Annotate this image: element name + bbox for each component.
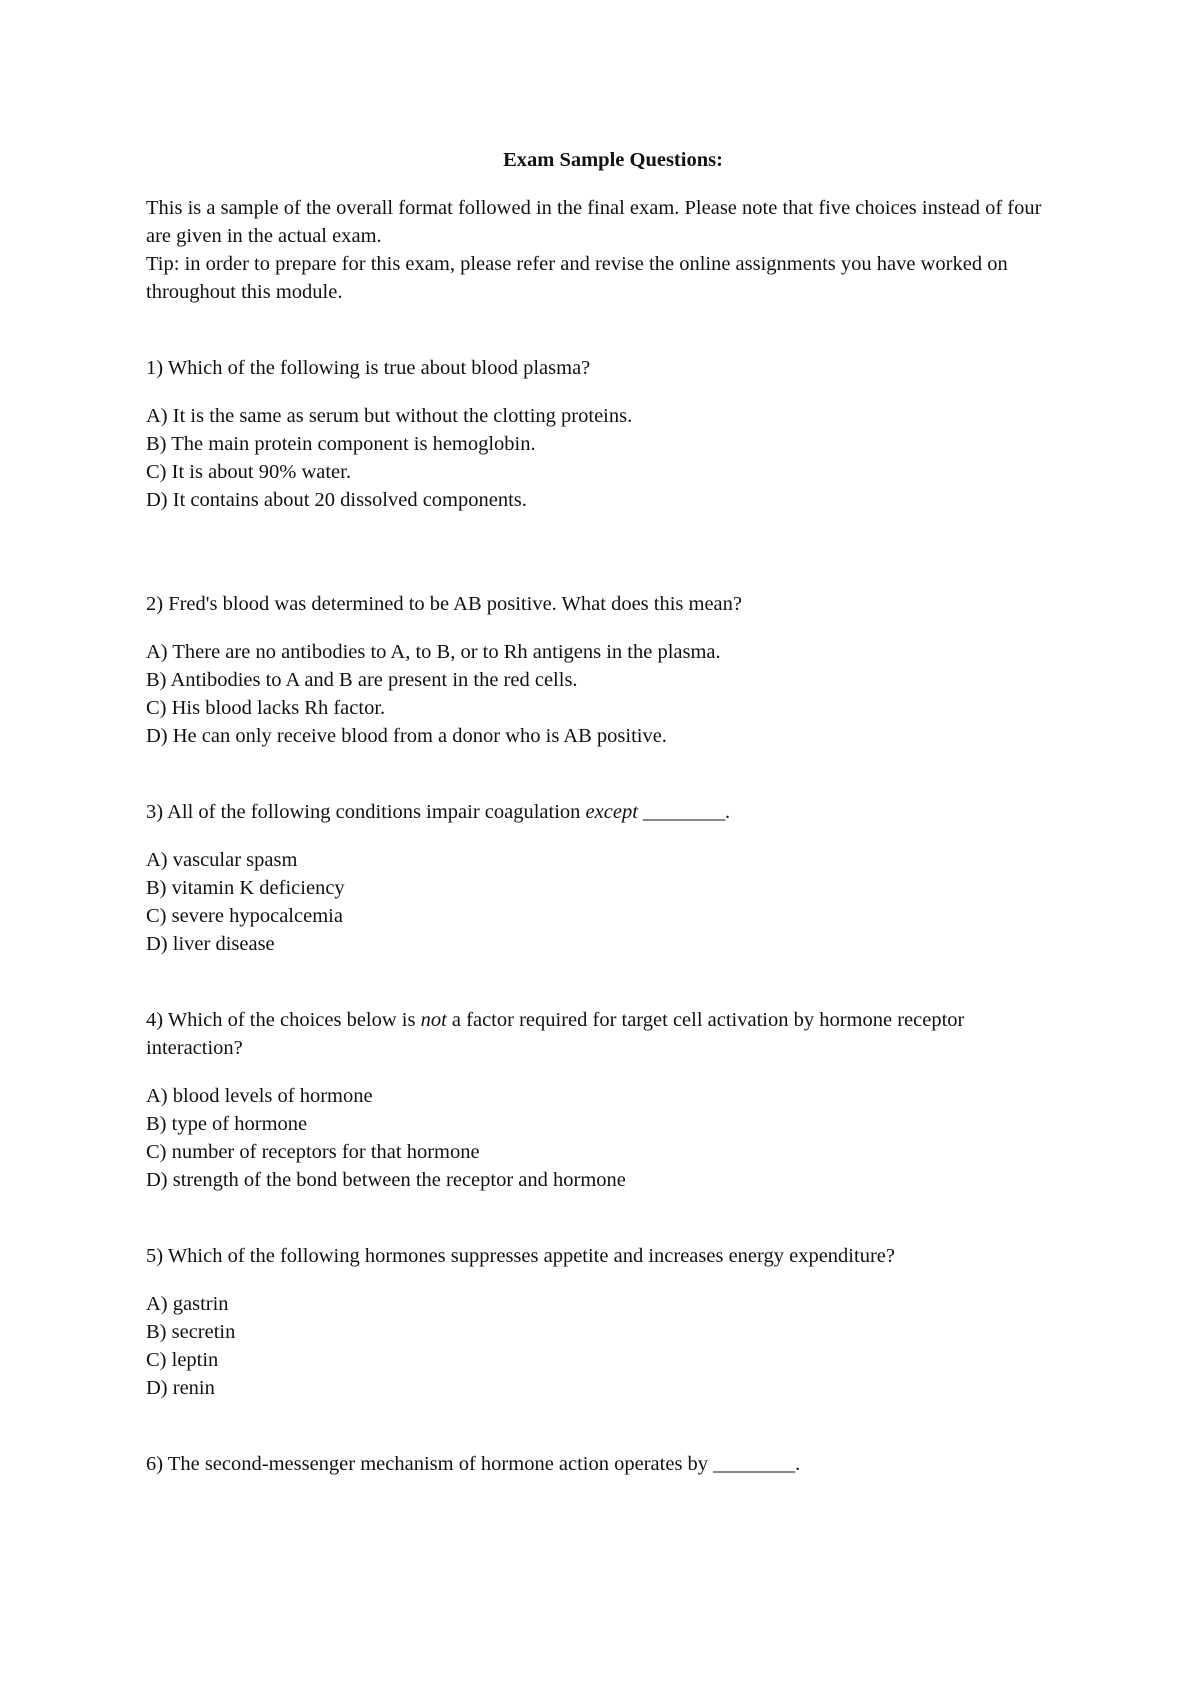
page-title: Exam Sample Questions: (503, 149, 723, 171)
question-6-stem: 6) The second-messenger mechanism of hormone action operates by ________. (146, 1453, 801, 1475)
question-5-option-d: D) renin (146, 1377, 215, 1399)
question-5-options (146, 1290, 1066, 1402)
question-3-option-d: D) liver disease (146, 933, 275, 955)
question-1-option-c: C) It is about 90% water. (146, 461, 351, 483)
question-1-options (146, 402, 1066, 514)
document-content (146, 146, 1066, 1498)
question-1-option-b: B) The main protein component is hemoglobin. (146, 433, 536, 455)
question-4-stem-end: a factor required for target cell activation by hormone receptor interaction? (146, 1009, 965, 1059)
question-4 (146, 1006, 1066, 1194)
question-2-options (146, 638, 1066, 750)
question-2-option-a: A) There are no antibodies to A, to B, or to Rh antigens in the plasma. (146, 641, 721, 663)
question-4-options (146, 1082, 1066, 1194)
question-5 (146, 1242, 1066, 1402)
question-3-stem-emphasis: except (585, 801, 638, 823)
question-3-option-a: A) vascular spasm (146, 849, 298, 871)
question-1-option-a: A) It is the same as serum but without the clotting proteins. (146, 405, 633, 427)
question-5-option-c: C) leptin (146, 1349, 219, 1371)
question-5-stem: 5) Which of the following hormones suppresses appetite and increases energy expenditure? (146, 1245, 895, 1267)
question-4-stem (146, 1006, 1066, 1062)
question-3-stem-start: 3) All of the following conditions impair coagulation (146, 801, 586, 823)
question-5-option-b: B) secretin (146, 1321, 236, 1343)
question-2 (146, 590, 1066, 750)
question-4-option-b: B) type of hormone (146, 1113, 308, 1135)
question-4-option-a: A) blood levels of hormone (146, 1085, 373, 1107)
question-5-option-a: A) gastrin (146, 1293, 229, 1315)
question-2-option-c: C) His blood lacks Rh factor. (146, 697, 386, 719)
question-3-option-c: C) severe hypocalcemia (146, 905, 343, 927)
intro-paragraph-format: This is a sample of the overall format followed in the final exam. Please note that five choices instead of four are given in the actual exam. (146, 197, 1042, 247)
question-2-option-d: D) He can only receive blood from a donor who is AB positive. (146, 725, 667, 747)
question-4-option-d: D) strength of the bond between the receptor and hormone (146, 1169, 626, 1191)
question-2-stem: 2) Fred's blood was determined to be AB positive. What does this mean? (146, 593, 743, 615)
question-1-option-d: D) It contains about 20 dissolved components. (146, 489, 527, 511)
intro-paragraph-tip: Tip: in order to prepare for this exam, please refer and revise the online assignments you have worked on throughout this module. (146, 253, 1008, 303)
question-1-stem: 1) Which of the following is true about blood plasma? (146, 357, 591, 379)
question-3-options (146, 846, 1066, 958)
question-2-option-b: B) Antibodies to A and B are present in the red cells. (146, 669, 578, 691)
intro-section (146, 194, 1066, 306)
question-6 (146, 1450, 1066, 1478)
question-3-option-b: B) vitamin K deficiency (146, 877, 345, 899)
question-4-stem-start: 4) Which of the choices below is (146, 1009, 421, 1031)
question-4-stem-emphasis: not (420, 1009, 447, 1031)
question-4-option-c: C) number of receptors for that hormone (146, 1141, 480, 1163)
question-3-stem (146, 798, 1066, 826)
question-1 (146, 354, 1066, 514)
question-3-stem-end: ________. (637, 801, 731, 823)
question-3 (146, 798, 1066, 958)
